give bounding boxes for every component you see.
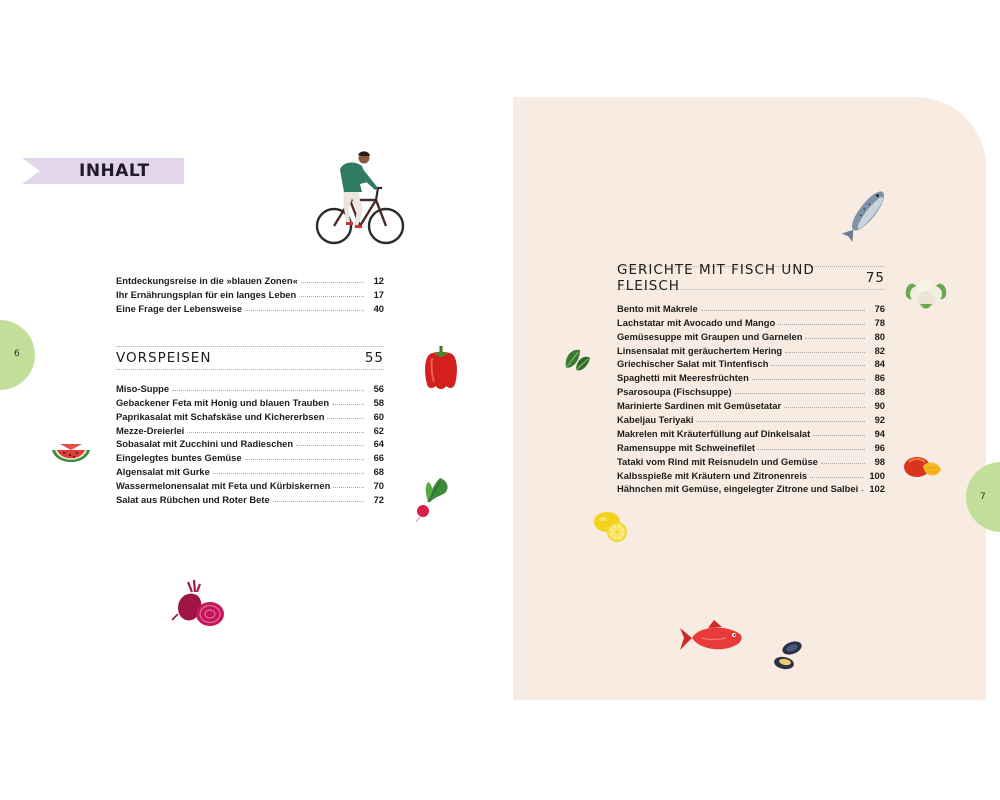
toc-entry-title: Kabeljau Teriyaki: [617, 414, 694, 426]
section-header-vorspeisen[interactable]: [116, 346, 384, 370]
toc-entry-title: Entdeckungsreise in die »blauen Zonen«: [116, 274, 298, 286]
page-number-tab-left: [0, 320, 35, 390]
toc-entry-page: 80: [874, 330, 885, 342]
toc-entry-page: 102: [869, 483, 885, 495]
toc-leader-dots: [187, 432, 364, 433]
toc-entry-page: 70: [373, 480, 384, 492]
section-title: GERICHTE MIT FISCH UND FLEISCH: [617, 262, 815, 294]
toc-entry-page: 12: [373, 274, 384, 286]
toc-entry-page: 82: [874, 344, 885, 356]
toc-entry-page: 76: [874, 302, 885, 314]
mango-icon: [903, 452, 943, 482]
toc-entry-title: Bento mit Makrele: [617, 302, 698, 314]
toc-leader-dots: [785, 352, 865, 353]
toc-leader-dots: [735, 393, 865, 394]
toc-entry-page: 78: [874, 316, 885, 328]
toc-entry-title: Griechischer Salat mit Tintenfisch: [617, 358, 769, 370]
salmon-icon: [840, 180, 896, 242]
toc-entry-title: Salat aus Rübchen und Roter Bete: [116, 494, 270, 506]
toc-entry-title: Mezze-Dreierlei: [116, 424, 185, 436]
toc-entry-title: Miso-Suppe: [116, 382, 170, 394]
toc-entry-title: Algensalat mit Gurke: [116, 466, 210, 478]
toc-leader-dots: [172, 390, 364, 391]
toc-entry[interactable]: [116, 463, 384, 477]
cyclist-illustration: [312, 148, 408, 246]
toc-leader-dots: [296, 445, 364, 446]
toc-entry-title: Gebackener Feta mit Honig und blauen Trauben: [116, 396, 330, 408]
toc-entry-title: Ihr Ernährungsplan für ein langes Leben: [116, 288, 297, 300]
toc-leader-dots: [245, 310, 364, 311]
toc-entry[interactable]: [116, 394, 384, 408]
toc-leader-dots: [696, 421, 865, 422]
page-number-right: 7: [980, 492, 986, 502]
toc-entry[interactable]: [617, 314, 885, 328]
lemon-icon: [592, 508, 632, 544]
toc-entry-page: 56: [373, 382, 384, 394]
toc-leader-dots: [821, 463, 865, 464]
toc-entry-title: Wassermelonensalat mit Feta und Kürbiskernen: [116, 480, 331, 492]
toc-leader-dots: [813, 435, 865, 436]
toc-leader-dots: [861, 490, 863, 491]
red-pepper-icon: [420, 342, 462, 392]
toc-entry-title: Ramensuppe mit Schweinefilet: [617, 441, 756, 453]
toc-entry-title: Sobasalat mit Zucchini und Radieschen: [116, 438, 294, 450]
toc-entry[interactable]: [116, 449, 384, 463]
toc-leader-dots: [778, 324, 865, 325]
toc-entry[interactable]: [617, 467, 885, 481]
toc-entry-page: 58: [373, 396, 384, 408]
toc-leader-dots: [213, 473, 364, 474]
toc-entry[interactable]: [617, 328, 885, 342]
watermelon-icon: [50, 440, 92, 472]
toc-entry[interactable]: [617, 300, 885, 314]
toc-leader-dots: [784, 407, 865, 408]
toc-entry[interactable]: [116, 436, 384, 450]
toc-entry[interactable]: [116, 300, 384, 314]
toc-entry-title: Makrelen mit Kräuterfüllung auf Dinkelsalat: [617, 427, 811, 439]
toc-entry-page: 72: [373, 494, 384, 506]
toc-entry-page: 88: [874, 386, 885, 398]
mussels-icon: [770, 636, 806, 674]
toc-entry-page: 62: [373, 424, 384, 436]
toc-entry[interactable]: [116, 422, 384, 436]
toc-entry[interactable]: [617, 397, 885, 411]
toc-entry[interactable]: [617, 356, 885, 370]
toc-leader-dots: [327, 418, 364, 419]
toc-leader-dots: [752, 379, 865, 380]
toc-entry-page: 60: [373, 410, 384, 422]
toc-entry-title: Gemüsesuppe mit Graupen und Garnelen: [617, 330, 803, 342]
toc-entry-page: 84: [874, 358, 885, 370]
toc-entry-page: 94: [874, 427, 885, 439]
vorspeisen-toc-list: [116, 380, 384, 505]
toc-leader-dots: [245, 459, 364, 460]
toc-leader-dots: [758, 449, 865, 450]
toc-entry-page: 40: [373, 302, 384, 314]
toc-entry-title: Linsensalat mit geräuchertem Hering: [617, 344, 783, 356]
toc-entry[interactable]: [116, 408, 384, 422]
page-title: INHALT: [79, 161, 150, 181]
toc-entry[interactable]: [617, 453, 885, 467]
toc-entry-title: Psarosoupa (Fischsuppe): [617, 386, 732, 398]
toc-entry[interactable]: [116, 286, 384, 300]
toc-entry-page: 68: [373, 466, 384, 478]
red-fish-icon: [678, 618, 748, 658]
toc-entry-title: Spaghetti mit Meeresfrüchten: [617, 372, 749, 384]
toc-entry-title: Eingelegtes buntes Gemüse: [116, 452, 242, 464]
toc-entry[interactable]: [116, 491, 384, 505]
toc-leader-dots: [301, 282, 364, 283]
section-title: VORSPEISEN: [116, 350, 212, 366]
fisch-toc-list: [617, 300, 885, 494]
section-page: 75: [865, 270, 885, 286]
toc-entry-title: Tataki vom Rind mit Reisnudeln und Gemüse: [617, 455, 818, 467]
toc-leader-dots: [810, 477, 863, 478]
toc-entry-page: 90: [874, 400, 885, 412]
section-header-fisch-fleisch[interactable]: [617, 262, 885, 294]
toc-entry-title: Paprikasalat mit Schafskäse und Kichererbsen: [116, 410, 325, 422]
toc-entry-page: 100: [869, 469, 885, 481]
toc-entry[interactable]: [116, 272, 384, 286]
toc-leader-dots: [805, 338, 865, 339]
toc-entry[interactable]: [617, 411, 885, 425]
toc-leader-dots: [771, 365, 865, 366]
toc-entry-page: 86: [874, 372, 885, 384]
radish-icon: [410, 474, 452, 524]
toc-entry[interactable]: [617, 383, 885, 397]
cauliflower-icon: [902, 274, 950, 314]
toc-entry-page: 66: [373, 452, 384, 464]
toc-leader-dots: [701, 310, 865, 311]
page-number-left: 6: [14, 349, 20, 359]
toc-entry-page: 96: [874, 441, 885, 453]
toc-leader-dots: [332, 404, 364, 405]
toc-entry[interactable]: [617, 481, 885, 495]
section-page: 55: [364, 350, 384, 366]
toc-entry[interactable]: [617, 439, 885, 453]
toc-entry-page: 92: [874, 414, 885, 426]
toc-entry[interactable]: [116, 477, 384, 491]
spinach-icon: [562, 344, 594, 376]
toc-entry[interactable]: [617, 342, 885, 356]
toc-entry[interactable]: [617, 369, 885, 383]
toc-entry-title: Marinierte Sardinen mit Gemüsetatar: [617, 400, 782, 412]
toc-entry[interactable]: [116, 380, 384, 394]
toc-leader-dots: [299, 296, 364, 297]
toc-entry-page: 17: [373, 288, 384, 300]
toc-entry-page: 98: [874, 455, 885, 467]
beetroot-icon: [170, 578, 228, 630]
toc-entry-title: Kalbsspieße mit Kräutern und Zitronenreis: [617, 469, 808, 481]
toc-entry-title: Eine Frage der Lebensweise: [116, 302, 243, 314]
toc-leader-dots: [273, 501, 364, 502]
toc-leader-dots: [333, 487, 364, 488]
toc-entry-title: Hähnchen mit Gemüse, eingelegter Zitrone und Salbei: [617, 483, 859, 495]
intro-toc-list: [116, 272, 384, 314]
toc-entry-page: 64: [373, 438, 384, 450]
toc-entry[interactable]: [617, 425, 885, 439]
toc-entry-title: Lachstatar mit Avocado und Mango: [617, 316, 776, 328]
